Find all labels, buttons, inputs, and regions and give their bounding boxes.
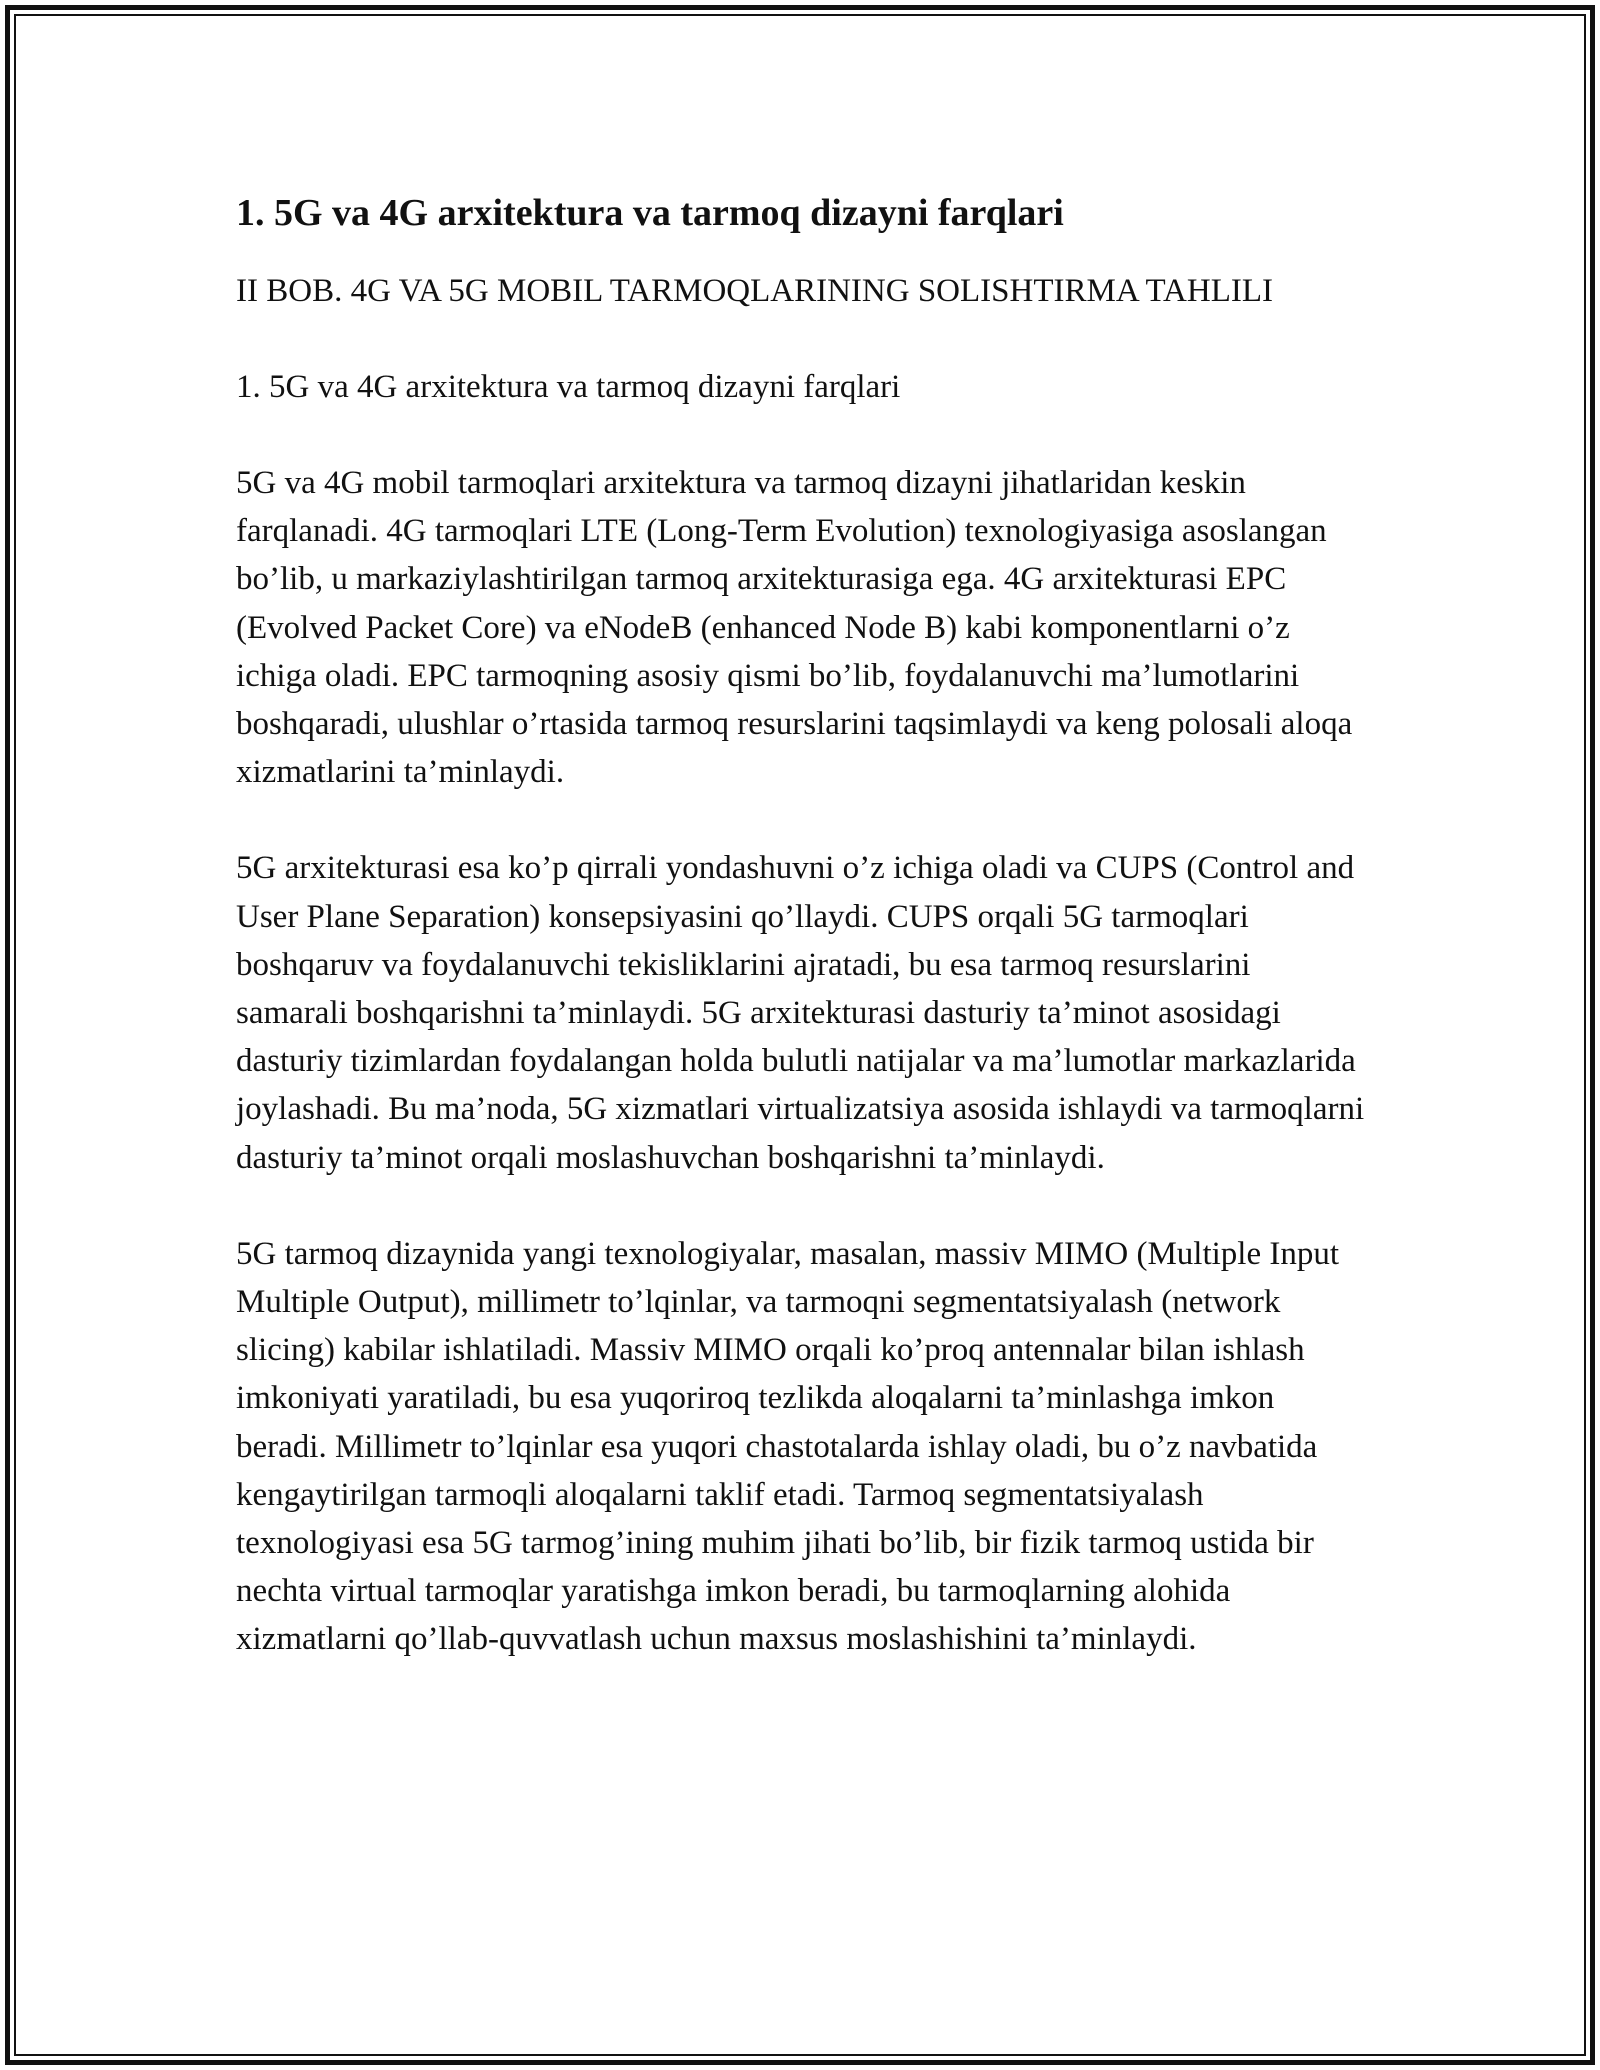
- document-page: [236, 187, 1366, 1664]
- body-paragraph: 5G tarmoq dizaynida yangi texnologiyalar, masalan, massiv MIMO (Multiple Input Multiple Output), millimetr to’lqinlar, va tarmoqni segmentatsiyalash (network slicing) kabilar ishlatiladi. Massiv MIMO orqali ko’proq antennalar bilan ishlash imkoniyati yaratiladi, bu esa yuqoriroq tezlikda aloqalarni ta’minlashga imkon beradi. Millimetr to’lqinlar esa yuqori chastotalarda ishlay oladi, bu o’z navbatida kengaytirilgan tarmoqli aloqalarni taklif etadi. Tarmoq segmentatsiyalash texnologiyasi esa 5G tarmog’ining muhim jihati bo’lib, bir fizik tarmoq ustida bir nechta virtual tarmoqlar yaratishga imkon beradi, bu tarmoqlarning alohida xizmatlarni qo’llab-quvvatlash uchun maxsus moslashishini ta’minlaydi.: [236, 1235, 1340, 1658]
- document-heading: 1. 5G va 4G arxitektura va tarmoq dizayni farqlari: [236, 192, 1064, 234]
- chapter-title: II BOB. 4G VA 5G MOBIL TARMOQLARINING SOLISHTIRMA TAHLILI: [236, 273, 1273, 309]
- body-paragraph: 5G va 4G mobil tarmoqlari arxitektura va tarmoq dizayni jihatlaridan keskin farqlanadi. 4G tarmoqlari LTE (Long-Term Evolution) texnologiyasiga asoslangan bo’lib, u markaziylashtirilgan tarmoq arxitekturasiga ega. 4G arxitekturasi EPC (Evolved Packet Core) va eNodeB (enhanced Node B) kabi komponentlarni o’z ichiga oladi. EPC tarmoqning asosiy qismi bo’lib, foydalanuvchi ma’lumotlarini boshqaradi, ulushlar o’rtasida tarmoq resurslarini taqsimlaydi va keng polosali aloqa xizmatlarini ta’minlaydi.: [236, 465, 1353, 791]
- body-paragraph: 5G arxitekturasi esa ko’p qirrali yondashuvni o’z ichiga oladi va CUPS (Control and User Plane Separation) konsepsiyasini qo’llaydi. CUPS orqali 5G tarmoqlari boshqaruv va foydalanuvchi tekisliklarini ajratadi, bu esa tarmoq resurslarini samarali boshqarishni ta’minlaydi. 5G arxitekturasi dasturiy ta’minot asosidagi dasturiy tizimlardan foydalangan holda bulutli natijalar va ma’lumotlar markazlarida joylashadi. Bu ma’noda, 5G xizmatlari virtualizatsiya asosida ishlaydi va tarmoqlarni dasturiy ta’minot orqali moslashuvchan boshqarishni ta’minlaydi.: [236, 850, 1365, 1176]
- section-title: 1. 5G va 4G arxitektura va tarmoq dizayni farqlari: [236, 369, 901, 405]
